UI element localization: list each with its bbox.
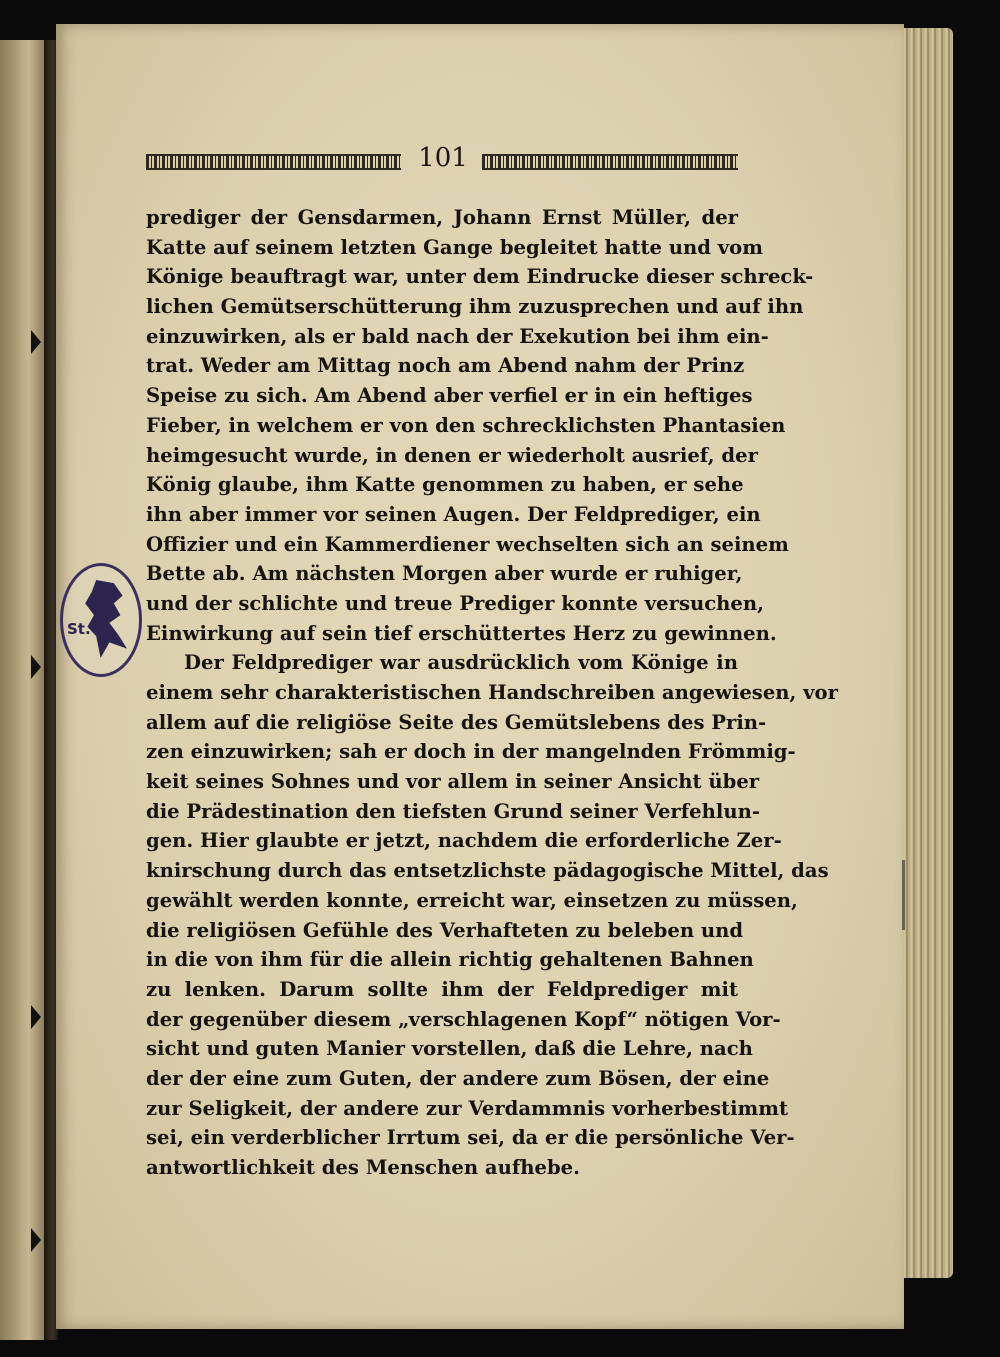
text-line: Bette ab. Am nächsten Morgen aber wurde er ruhiger, bbox=[146, 562, 743, 586]
text-line: sicht und guten Manier vorstellen, daß die Lehre, nach bbox=[146, 1037, 753, 1061]
header-ornament-right bbox=[482, 154, 738, 170]
page-number: 101 bbox=[418, 143, 468, 173]
text-line: Speise zu sich. Am Abend aber verfiel er in ein heftiges bbox=[146, 384, 753, 408]
page-edge-mark bbox=[902, 860, 905, 930]
text-line: trat. Weder am Mittag noch am Abend nahm der Prinz bbox=[146, 354, 745, 378]
text-line: der gegenüber diesem „verschlagenen Kopf“ nötigen Vor- bbox=[146, 1007, 781, 1031]
text-line: sei, ein verderblicher Irrtum sei, da er die persönliche Ver- bbox=[146, 1126, 795, 1150]
text-line: knirschung durch das entsetzlichste pädagogische Mittel, das bbox=[146, 859, 829, 883]
text-line: gewählt werden konnte, erreicht war, einsetzen zu müssen, bbox=[146, 888, 798, 912]
header-ornament-left bbox=[146, 154, 401, 170]
text-line: König glaube, ihm Katte genommen zu haben, er sehe bbox=[146, 473, 744, 497]
text-line: die Prädestination den tiefsten Grund seiner Verfehlun- bbox=[146, 799, 760, 823]
text-line: allem auf die religiöse Seite des Gemütslebens des Prin- bbox=[146, 710, 767, 734]
text-line: einzuwirken, als er bald nach der Exekution bei ihm ein- bbox=[146, 324, 769, 348]
text-line: ihn aber immer vor seinen Augen. Der Feldprediger, ein bbox=[146, 502, 761, 526]
text-line: gen. Hier glaubte er jetzt, nachdem die erforderliche Zer- bbox=[146, 829, 782, 853]
page-header bbox=[90, 143, 740, 176]
text-line: Katte auf seinem letzten Gange begleitet hatte und vom bbox=[146, 235, 763, 259]
text-line: keit seines Sohnes und vor allem in seiner Ansicht über bbox=[146, 770, 760, 794]
text-line: die religiösen Gefühle des Verhafteten zu beleben und bbox=[146, 918, 744, 942]
text-line: zu lenken. Darum sollte ihm der Feldprediger mit bbox=[146, 977, 738, 1001]
text-line: Fieber, in welchem er von den schrecklichsten Phantasien bbox=[146, 413, 786, 437]
text-line: lichen Gemütserschütterung ihm zuzusprechen und auf ihn bbox=[146, 295, 804, 319]
text-line: zen einzuwirken; sah er doch in der mangelnden Frömmig- bbox=[146, 740, 796, 764]
text-line: Der Feldprediger war ausdrücklich vom Könige in bbox=[184, 651, 738, 675]
lion-emblem-icon bbox=[83, 580, 127, 658]
text-line: Könige beauftragt war, unter dem Eindrucke dieser schreck- bbox=[146, 265, 814, 289]
text-line: Einwirkung auf sein tief erschüttertes Herz zu gewinnen. bbox=[146, 621, 777, 645]
text-line: der der eine zum Guten, der andere zum Bösen, der eine bbox=[146, 1066, 770, 1090]
text-line: zur Seligkeit, der andere zur Verdammnis vorherbestimmt bbox=[146, 1096, 789, 1120]
text-line: prediger der Gensdarmen, Johann Ernst Müller, der bbox=[146, 206, 738, 229]
text-line: in die von ihm für die allein richtig gehaltenen Bahnen bbox=[146, 948, 754, 972]
body-text bbox=[146, 203, 838, 1183]
stamp-label: St. bbox=[67, 620, 91, 638]
text-line: und der schlichte und treue Prediger konnte versuchen, bbox=[146, 591, 764, 615]
text-line: heimgesucht wurde, in denen er wiederholt ausrief, der bbox=[146, 443, 758, 467]
text-line: einem sehr charakteristischen Handschreiben angewiesen, vor bbox=[146, 681, 838, 704]
text-line: Offizier und ein Kammerdiener wechselten sich an seinem bbox=[146, 532, 789, 556]
library-stamp bbox=[60, 563, 142, 677]
text-line: antwortlichkeit des Menschen aufhebe. bbox=[146, 1156, 580, 1179]
